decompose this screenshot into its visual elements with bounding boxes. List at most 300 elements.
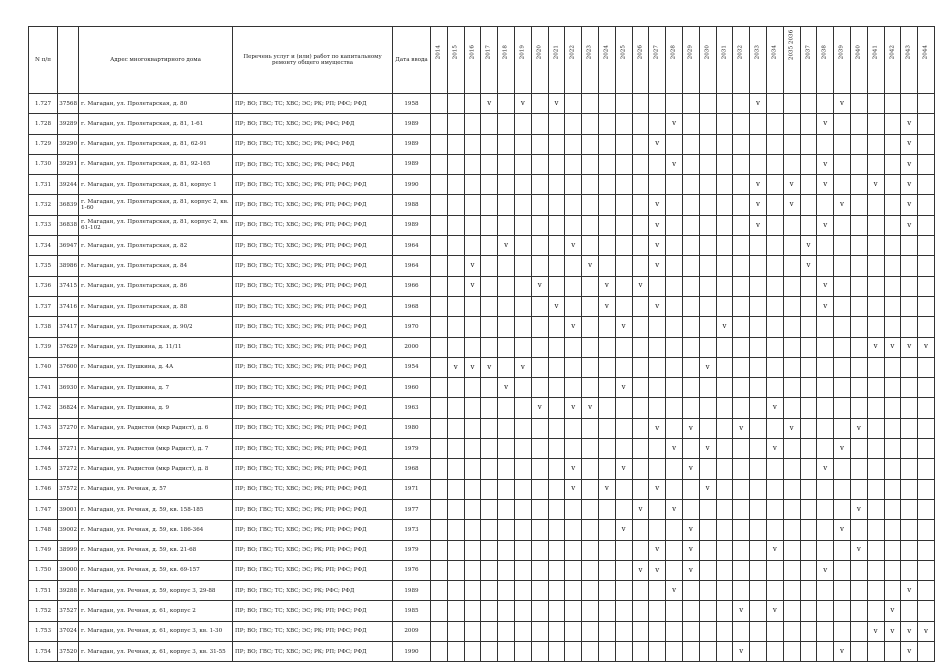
row-works-list: ПР; ВО; ГВС; ТС; ХВС; ЭС; РК; РП; РФС; РФД — [233, 276, 393, 296]
year-cell — [431, 398, 448, 418]
year-cell — [834, 276, 851, 296]
year-cell — [884, 134, 901, 154]
row-number: 1.740 — [29, 357, 58, 377]
header-year-column — [901, 27, 918, 94]
year-cell — [431, 256, 448, 276]
year-cell — [582, 175, 599, 195]
year-cell — [531, 642, 548, 662]
year-cell — [733, 520, 750, 540]
year-cell — [699, 236, 716, 256]
row-building-id: 36824 — [58, 398, 79, 418]
year-cell — [548, 601, 565, 621]
row-works-list: ПР; ВО; ГВС; ТС; ХВС; ЭС; РК; РП; РФС; РФД — [233, 195, 393, 215]
year-cell — [481, 601, 498, 621]
header-year-column — [800, 27, 817, 94]
row-address: г. Магадан, ул. Пушкина, д. 7 — [79, 378, 233, 398]
year-cell — [682, 215, 699, 235]
year-cell — [464, 540, 481, 560]
year-cell — [666, 296, 683, 316]
year-cell — [666, 642, 683, 662]
year-cell — [431, 642, 448, 662]
header-year-label: 2016 — [469, 44, 476, 60]
year-cell — [834, 114, 851, 134]
row-year-built: 2009 — [393, 621, 431, 641]
year-cell — [666, 459, 683, 479]
year-cell — [699, 499, 716, 519]
year-check-mark: v — [615, 459, 632, 479]
year-cell — [531, 337, 548, 357]
year-cell — [817, 398, 834, 418]
row-number: 1.727 — [29, 94, 58, 114]
year-cell — [682, 337, 699, 357]
year-cell — [481, 236, 498, 256]
year-cell — [548, 134, 565, 154]
year-cell — [666, 418, 683, 438]
row-address: г. Магадан, ул. Речная, д. 61, корпус 3, кв. 1-30 — [79, 621, 233, 641]
year-cell — [598, 621, 615, 641]
year-cell — [598, 520, 615, 540]
header-year-label: 2027 — [654, 44, 661, 60]
row-address: г. Магадан, ул. Радистов (мкр Радист), д. 7 — [79, 439, 233, 459]
year-cell — [615, 276, 632, 296]
row-works-list: ПР; ВО; ГВС; ТС; ХВС; ЭС; РК; РП; РФС; РФД — [233, 479, 393, 499]
year-cell — [447, 337, 464, 357]
year-cell — [565, 337, 582, 357]
row-number: 1.733 — [29, 215, 58, 235]
year-cell — [565, 520, 582, 540]
year-cell — [565, 560, 582, 580]
year-cell — [498, 398, 515, 418]
row-number: 1.741 — [29, 378, 58, 398]
year-cell — [514, 317, 531, 337]
header-year-label: 2021 — [553, 44, 560, 60]
year-cell — [716, 601, 733, 621]
year-cell — [481, 581, 498, 601]
year-check-mark: v — [867, 621, 884, 641]
year-check-mark: v — [901, 642, 918, 662]
year-check-mark: v — [598, 479, 615, 499]
year-cell — [431, 296, 448, 316]
year-cell — [582, 479, 599, 499]
row-building-id: 37629 — [58, 337, 79, 357]
year-cell — [431, 439, 448, 459]
year-cell — [783, 215, 800, 235]
year-cell — [582, 621, 599, 641]
year-cell — [750, 479, 767, 499]
row-works-list: ПР; ВО; ГВС; ТС; ХВС; ЭС; РК; РФС; РФД — [233, 114, 393, 134]
year-cell — [548, 154, 565, 174]
header-year-column — [514, 27, 531, 94]
year-cell — [867, 378, 884, 398]
year-cell — [548, 337, 565, 357]
year-cell — [766, 317, 783, 337]
year-cell — [901, 256, 918, 276]
year-check-mark: v — [817, 215, 834, 235]
year-cell — [447, 296, 464, 316]
header-year-column — [498, 27, 515, 94]
year-cell — [716, 459, 733, 479]
year-cell — [699, 195, 716, 215]
row-year-built: 1988 — [393, 195, 431, 215]
year-cell — [481, 479, 498, 499]
year-cell — [548, 418, 565, 438]
table-header — [29, 27, 935, 94]
year-cell — [867, 114, 884, 134]
header-year-label: 2020 — [536, 44, 543, 60]
year-cell — [682, 439, 699, 459]
row-address: г. Магадан, ул. Пушкина, д. 9 — [79, 398, 233, 418]
year-cell — [514, 601, 531, 621]
year-cell — [716, 439, 733, 459]
year-cell — [682, 499, 699, 519]
year-cell — [750, 276, 767, 296]
row-building-id: 39000 — [58, 560, 79, 580]
year-cell — [514, 337, 531, 357]
year-cell — [598, 215, 615, 235]
year-cell — [565, 499, 582, 519]
year-cell — [699, 114, 716, 134]
year-cell — [733, 154, 750, 174]
header-year-built: Дата ввода — [393, 27, 431, 94]
year-check-mark: v — [615, 378, 632, 398]
row-works-list: ПР; ВО; ГВС; ТС; ХВС; ЭС; РК; РП; РФС; РФД — [233, 459, 393, 479]
year-cell — [867, 581, 884, 601]
year-cell — [565, 439, 582, 459]
year-check-mark: v — [750, 215, 767, 235]
table-row — [29, 215, 935, 235]
year-cell — [733, 337, 750, 357]
year-cell — [632, 317, 649, 337]
year-cell — [850, 195, 867, 215]
year-cell — [850, 236, 867, 256]
year-cell — [565, 378, 582, 398]
year-cell — [867, 540, 884, 560]
year-cell — [682, 236, 699, 256]
year-check-mark: v — [481, 94, 498, 114]
year-cell — [447, 560, 464, 580]
year-cell — [699, 642, 716, 662]
year-cell — [649, 581, 666, 601]
year-cell — [733, 378, 750, 398]
year-cell — [498, 317, 515, 337]
year-cell — [850, 215, 867, 235]
year-cell — [632, 94, 649, 114]
year-cell — [447, 276, 464, 296]
row-address: г. Магадан, ул. Пролетарская, д. 81, корпус 1 — [79, 175, 233, 195]
year-cell — [800, 337, 817, 357]
year-cell — [901, 378, 918, 398]
year-cell — [447, 114, 464, 134]
row-works-list: ПР; ВО; ГВС; ТС; ХВС; ЭС; РК; РП; РФС; РФД — [233, 175, 393, 195]
year-cell — [867, 134, 884, 154]
year-cell — [867, 439, 884, 459]
year-check-mark: v — [649, 236, 666, 256]
year-check-mark: v — [783, 195, 800, 215]
year-cell — [464, 601, 481, 621]
year-cell — [716, 296, 733, 316]
year-cell — [817, 581, 834, 601]
row-year-built: 1980 — [393, 418, 431, 438]
year-cell — [582, 337, 599, 357]
year-cell — [817, 236, 834, 256]
year-check-mark: v — [565, 459, 582, 479]
year-cell — [800, 134, 817, 154]
year-cell — [867, 256, 884, 276]
row-year-built: 1968 — [393, 459, 431, 479]
year-cell — [548, 276, 565, 296]
year-check-mark: v — [817, 560, 834, 580]
year-cell — [850, 296, 867, 316]
row-address: г. Магадан, ул. Речная, д. 61, корпус 2 — [79, 601, 233, 621]
year-cell — [582, 317, 599, 337]
row-address: г. Магадан, ул. Радистов (мкр Радист), д. 6 — [79, 418, 233, 438]
year-cell — [850, 317, 867, 337]
year-cell — [733, 114, 750, 134]
table-row — [29, 317, 935, 337]
header-year-label: 2022 — [570, 44, 577, 60]
year-check-mark: v — [464, 276, 481, 296]
year-cell — [800, 276, 817, 296]
year-cell — [464, 621, 481, 641]
year-cell — [682, 642, 699, 662]
year-cell — [699, 215, 716, 235]
row-address: г. Магадан, ул. Пролетарская, д. 90/2 — [79, 317, 233, 337]
year-cell — [682, 114, 699, 134]
year-check-mark: v — [565, 479, 582, 499]
year-cell — [850, 642, 867, 662]
year-cell — [481, 621, 498, 641]
row-number: 1.749 — [29, 540, 58, 560]
row-address: г. Магадан, ул. Пролетарская, д. 82 — [79, 236, 233, 256]
year-cell — [447, 154, 464, 174]
year-cell — [733, 540, 750, 560]
year-cell — [834, 398, 851, 418]
year-cell — [431, 114, 448, 134]
year-cell — [766, 560, 783, 580]
year-check-mark: v — [666, 581, 683, 601]
year-cell — [699, 154, 716, 174]
year-cell — [582, 540, 599, 560]
year-cell — [766, 378, 783, 398]
year-cell — [918, 479, 935, 499]
header-year-column — [817, 27, 834, 94]
year-cell — [447, 215, 464, 235]
row-building-id: 39244 — [58, 175, 79, 195]
year-cell — [649, 276, 666, 296]
year-cell — [716, 215, 733, 235]
year-cell — [716, 540, 733, 560]
year-cell — [565, 601, 582, 621]
year-cell — [498, 621, 515, 641]
year-cell — [531, 175, 548, 195]
year-check-mark: v — [766, 398, 783, 418]
row-address: г. Магадан, ул. Пролетарская, д. 88 — [79, 296, 233, 316]
year-cell — [750, 296, 767, 316]
year-cell — [918, 520, 935, 540]
year-check-mark: v — [632, 560, 649, 580]
year-cell — [531, 418, 548, 438]
year-cell — [699, 560, 716, 580]
year-check-mark: v — [666, 154, 683, 174]
year-cell — [598, 317, 615, 337]
year-cell — [498, 642, 515, 662]
year-cell — [884, 560, 901, 580]
header-year-column — [867, 27, 884, 94]
year-cell — [582, 94, 599, 114]
year-cell — [649, 439, 666, 459]
year-cell — [716, 378, 733, 398]
year-cell — [582, 357, 599, 377]
header-works: Перечень услуг и (или) работ по капитальному ремонту общего имущества — [233, 27, 393, 94]
year-cell — [582, 236, 599, 256]
row-works-list: ПР; ВО; ГВС; ТС; ХВС; ЭС; РК; РФС; РФД — [233, 154, 393, 174]
year-cell — [481, 317, 498, 337]
year-check-mark: v — [514, 357, 531, 377]
year-check-mark: v — [867, 175, 884, 195]
year-cell — [766, 114, 783, 134]
year-cell — [464, 215, 481, 235]
year-cell — [800, 459, 817, 479]
table-row — [29, 418, 935, 438]
year-cell — [431, 581, 448, 601]
year-cell — [901, 357, 918, 377]
year-check-mark: v — [649, 134, 666, 154]
year-check-mark: v — [464, 357, 481, 377]
year-cell — [531, 621, 548, 641]
year-check-mark: v — [682, 520, 699, 540]
year-check-mark: v — [918, 337, 935, 357]
year-cell — [514, 215, 531, 235]
year-cell — [447, 256, 464, 276]
table-row — [29, 256, 935, 276]
year-cell — [464, 154, 481, 174]
year-cell — [582, 499, 599, 519]
year-cell — [565, 621, 582, 641]
table-row — [29, 520, 935, 540]
year-cell — [615, 94, 632, 114]
year-cell — [884, 642, 901, 662]
row-building-id: 37271 — [58, 439, 79, 459]
year-cell — [514, 236, 531, 256]
year-cell — [514, 175, 531, 195]
row-year-built: 1964 — [393, 256, 431, 276]
year-cell — [531, 499, 548, 519]
year-cell — [632, 581, 649, 601]
year-check-mark: v — [582, 398, 599, 418]
year-cell — [834, 256, 851, 276]
year-cell — [733, 195, 750, 215]
year-cell — [901, 296, 918, 316]
year-cell — [431, 134, 448, 154]
year-cell — [884, 195, 901, 215]
year-cell — [850, 276, 867, 296]
header-year-column — [632, 27, 649, 94]
year-cell — [582, 581, 599, 601]
year-check-mark: v — [766, 601, 783, 621]
year-cell — [615, 296, 632, 316]
year-cell — [666, 621, 683, 641]
row-year-built: 1989 — [393, 215, 431, 235]
year-cell — [498, 479, 515, 499]
header-year-column — [750, 27, 767, 94]
header-year-label: 2041 — [872, 44, 879, 60]
year-cell — [481, 499, 498, 519]
year-check-mark: v — [548, 296, 565, 316]
year-cell — [548, 195, 565, 215]
year-cell — [716, 94, 733, 114]
year-cell — [447, 195, 464, 215]
year-cell — [867, 459, 884, 479]
year-cell — [598, 175, 615, 195]
year-cell — [431, 236, 448, 256]
year-cell — [800, 621, 817, 641]
year-check-mark: v — [682, 540, 699, 560]
row-year-built: 1970 — [393, 317, 431, 337]
year-cell — [447, 479, 464, 499]
year-cell — [918, 642, 935, 662]
year-cell — [481, 154, 498, 174]
year-cell — [481, 642, 498, 662]
year-cell — [750, 642, 767, 662]
year-check-mark: v — [716, 317, 733, 337]
year-cell — [514, 479, 531, 499]
year-check-mark: v — [850, 540, 867, 560]
table-row — [29, 581, 935, 601]
row-building-id: 39291 — [58, 154, 79, 174]
year-cell — [817, 642, 834, 662]
year-cell — [632, 296, 649, 316]
year-cell — [548, 581, 565, 601]
year-cell — [884, 175, 901, 195]
header-year-column — [733, 27, 750, 94]
year-cell — [666, 134, 683, 154]
year-check-mark: v — [699, 357, 716, 377]
year-cell — [514, 195, 531, 215]
year-cell — [733, 215, 750, 235]
header-year-column — [582, 27, 599, 94]
row-number: 1.735 — [29, 256, 58, 276]
year-cell — [733, 581, 750, 601]
year-cell — [598, 439, 615, 459]
row-number: 1.754 — [29, 642, 58, 662]
year-cell — [431, 540, 448, 560]
row-year-built: 1989 — [393, 114, 431, 134]
year-cell — [884, 520, 901, 540]
year-cell — [716, 337, 733, 357]
year-check-mark: v — [817, 175, 834, 195]
year-cell — [666, 256, 683, 276]
year-cell — [716, 398, 733, 418]
row-address: г. Магадан, ул. Пролетарская, д. 81, корпус 2, кв. 61-102 — [79, 215, 233, 235]
year-cell — [766, 236, 783, 256]
year-cell — [498, 195, 515, 215]
year-cell — [514, 499, 531, 519]
year-cell — [750, 317, 767, 337]
year-cell — [800, 560, 817, 580]
year-cell — [498, 276, 515, 296]
year-cell — [850, 459, 867, 479]
year-cell — [783, 601, 800, 621]
header-year-column — [431, 27, 448, 94]
year-cell — [548, 114, 565, 134]
year-cell — [531, 601, 548, 621]
year-cell — [800, 499, 817, 519]
year-cell — [498, 520, 515, 540]
table-row — [29, 560, 935, 580]
year-cell — [699, 337, 716, 357]
year-cell — [447, 94, 464, 114]
year-cell — [783, 236, 800, 256]
